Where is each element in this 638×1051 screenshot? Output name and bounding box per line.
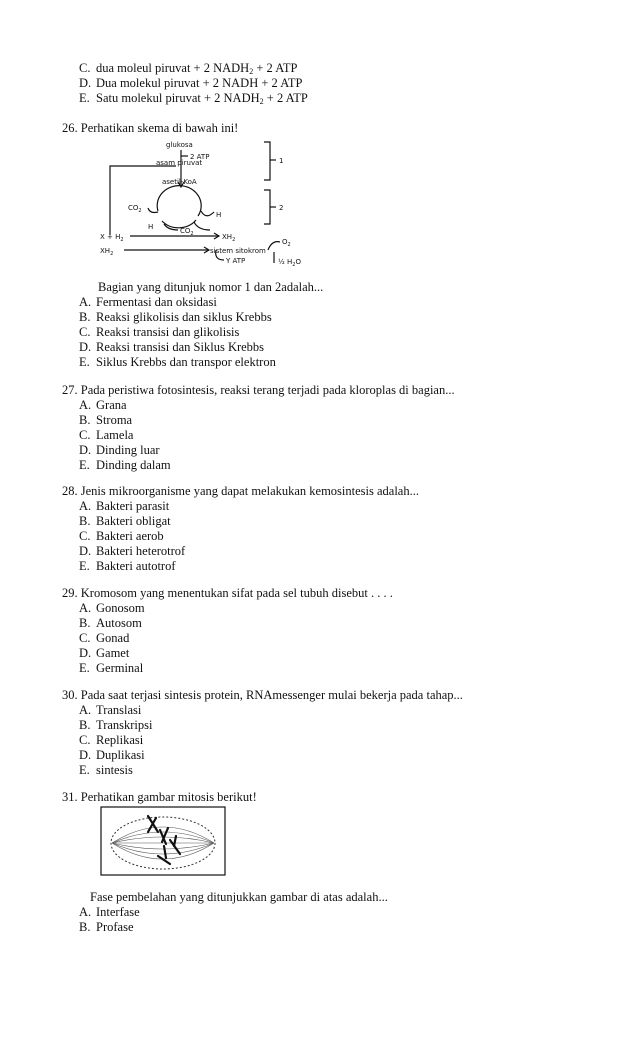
q27-option-b[interactable]: B. Stroma — [79, 413, 133, 427]
label-y-atp: Y ATP — [226, 257, 246, 265]
q29-option-a[interactable]: A. Gonosom — [79, 601, 145, 615]
q28-option-b[interactable]: B. Bakteri obligat — [79, 514, 171, 528]
q30-option-e[interactable]: E. sintesis — [79, 763, 133, 777]
label-o2: $O_2$ — [282, 238, 291, 248]
q26-option-a[interactable]: A. Fermentasi dan oksidasi — [79, 295, 217, 309]
question-30: 30. Pada saat terjasi sintesis protein, RNAmessenger mulai bekerja pada tahap... — [62, 688, 463, 702]
q26-option-d[interactable]: D. Reaksi transisi dan Siklus Krebbs — [79, 340, 265, 354]
label-asam-piruvat: asam piruvat — [156, 159, 203, 167]
q27-option-e[interactable]: E. Dinding dalam — [79, 458, 171, 472]
label-h-right: H — [216, 211, 222, 219]
label-sistem-sitokrom: sistem sitokrom — [210, 247, 266, 255]
q26-option-b[interactable]: B. Reaksi glikolisis dan siklus Krebbs — [79, 310, 272, 324]
q25-option-c: C. dua moleul piruvat + 2 $NADH_2 + 2$ ATP — [79, 61, 298, 76]
respiration-diagram — [98, 138, 301, 270]
q27-option-d[interactable]: D. Dinding luar — [79, 443, 160, 457]
label-x-h2: $X + H_2$ — [100, 233, 124, 243]
label-h-left: H — [148, 223, 154, 231]
q30-option-a[interactable]: A. Translasi — [79, 703, 142, 717]
question-31: 31. Perhatikan gambar mitosis berikut! — [62, 790, 257, 804]
question-29: 29. Kromosom yang menentukan sifat pada sel tubuh disebut . . . . — [62, 586, 393, 600]
label-co2-bottom: $CO_2$ — [180, 227, 194, 237]
q30-option-c[interactable]: C. Replikasi — [79, 733, 144, 747]
q31-prompt: Fase pembelahan yang ditunjukkan gambar di atas adalah... — [90, 890, 388, 904]
q28-option-a[interactable]: A. Bakteri parasit — [79, 499, 170, 513]
q27-option-a[interactable]: A. Grana — [79, 398, 127, 412]
q30-option-d[interactable]: D. Duplikasi — [79, 748, 145, 762]
q30-option-b[interactable]: B. Transkripsi — [79, 718, 153, 732]
label-co2-left: $CO_2$ — [128, 204, 142, 214]
q31-option-b[interactable]: B. Profase — [79, 920, 134, 934]
q25-option-e: E. Satu molekul piruvat + 2 $NADH_2 + 2$ ATP — [79, 91, 308, 106]
question-26: 26. Perhatikan skema di bawah ini! — [62, 121, 239, 135]
mitosis-image — [100, 806, 226, 876]
label-2atp: 2 ATP — [190, 153, 210, 161]
q29-option-b[interactable]: B. Autosom — [79, 616, 142, 630]
q26-option-e[interactable]: E. Siklus Krebbs dan transpor elektron — [79, 355, 276, 369]
label-xh2: $XH_2$ — [222, 233, 236, 243]
q26-prompt: Bagian yang ditunjuk nomor 1 dan 2adalah... — [98, 280, 324, 294]
q25-option-d: D. Dua molekul piruvat + 2 NADH + 2 ATP — [79, 76, 303, 90]
q29-option-c[interactable]: C. Gonad — [79, 631, 130, 645]
question-28: 28. Jenis mikroorganisme yang dapat melakukan kemosintesis adalah... — [62, 484, 419, 498]
q28-option-e[interactable]: E. Bakteri autotrof — [79, 559, 176, 573]
label-xh2-left: $XH_2$ — [100, 247, 114, 257]
q28-option-d[interactable]: D. Bakteri heterotrof — [79, 544, 186, 558]
question-27: 27. Pada peristiwa fotosintesis, reaksi terang terjadi pada kloroplas di bagian... — [62, 383, 455, 397]
label-h2o: ½ $H_2O$ — [278, 258, 301, 268]
label-bracket-2: 2 — [279, 204, 284, 212]
label-bracket-1: 1 — [279, 157, 284, 165]
q26-option-c[interactable]: C. Reaksi transisi dan glikolisis — [79, 325, 240, 339]
label-glukosa: glukosa — [166, 141, 193, 149]
q31-option-a[interactable]: A. Interfase — [79, 905, 140, 919]
q29-option-d[interactable]: D. Gamet — [79, 646, 130, 660]
q28-option-c[interactable]: C. Bakteri aerob — [79, 529, 164, 543]
label-asetil-koa: asetil-KoA — [162, 178, 197, 186]
q27-option-c[interactable]: C. Lamela — [79, 428, 134, 442]
q29-option-e[interactable]: E. Germinal — [79, 661, 144, 675]
